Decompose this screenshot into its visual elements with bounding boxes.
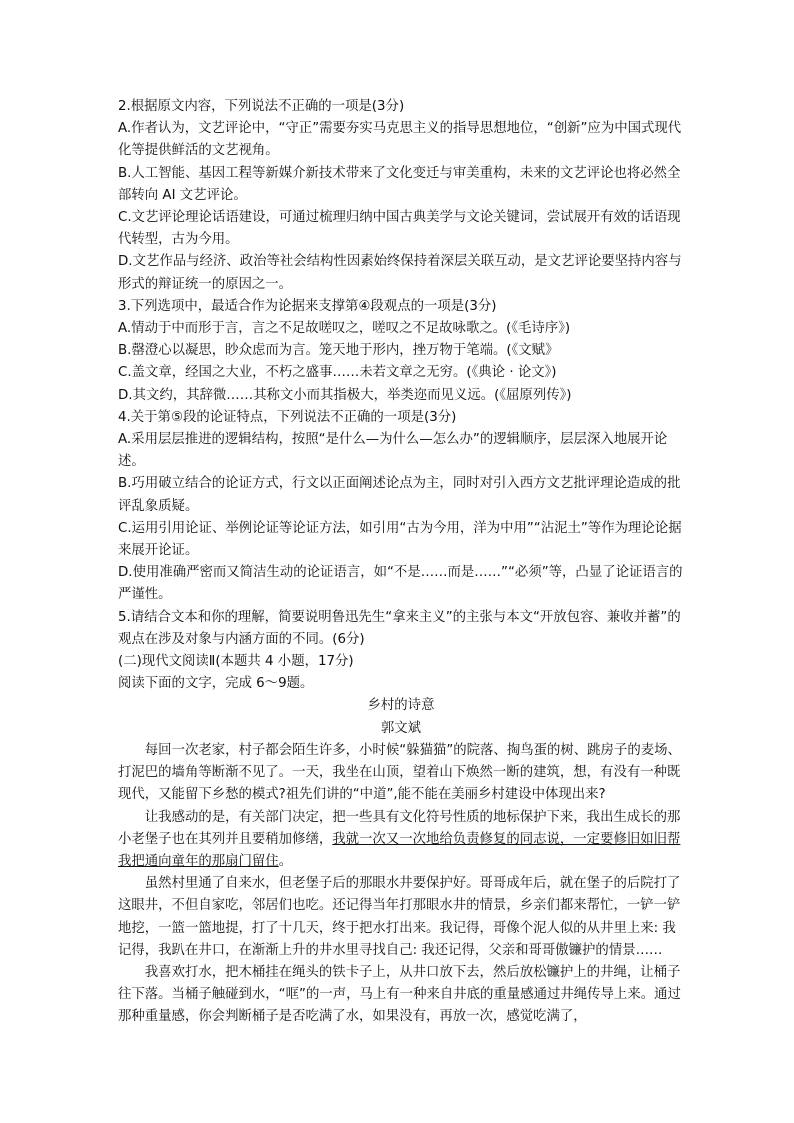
q2-option-a: A.作者认为，文艺评论中，“守正”需要夯实马克思主义的指导思想地位，“创新”应为中国式现代化等提供鲜活的文艺视角。 [118, 121, 682, 159]
paragraph-2-text: 让我感动的是，有关部门决定，把一些具有文化符号性质的地标保护下来，我出生成长的那小老堡子也在其列并且要稍加修缮， [118, 809, 681, 847]
q3-option-c: C.盖文章，经国之大业，不朽之盛事……未若文章之无穷。(《典论 · 论文》) [118, 365, 557, 381]
q3-option-d: D.其文约，其辞微……其称文小而其指极大，举类迩而见义远。(《屈原列传》) [118, 387, 572, 403]
q2-option-d: D.文艺作品与经济、政治等社会结构性因素始终保持着深层关联互动，是文艺评论要坚持内容与形式的辩证统一的原因之一。 [118, 254, 682, 292]
q3-option-b: B.罄澄心以凝思，眇众虑而为言。笼天地于形内，挫万物于笔端。(《文赋》 [118, 343, 559, 359]
q4-option-b: B.巧用破立结合的论证方式，行文以正面阐述论点为主，同时对引入西方文艺批评理论造成的批评乱象质疑。 [118, 476, 681, 514]
q5-stem: 5.请结合文本和你的理解，简要说明鲁迅先生“拿来主义”的主张与本文“开放包容、兼收并蓄”的观点在涉及对象与内涵方面的不同。(6分) [118, 609, 681, 647]
section-heading: (二)现代文阅读Ⅱ(本题共 4 小题，17分) [118, 654, 354, 670]
article-author: 郭文斌 [380, 720, 422, 736]
q4-stem: 4.关于第⑤段的论证特点，下列说法不正确的一项是(3分) [118, 409, 457, 425]
q2-stem: 2.根据原文内容，下列说法不正确的一项是(3分) [118, 99, 405, 114]
q4-option-d: D.使用准确严密而又简洁生动的论证语言，如“不是……而是……”“必须”等，凸显了论证语言的严谨性。 [118, 565, 683, 603]
q4-option-a: A.采用层层推进的逻辑结构，按照“是什么—为什么—怎么办”的逻辑顺序，层层深入地展开论述。 [118, 432, 668, 470]
article-paragraph-4: 我喜欢打水，把木桶挂在绳头的铁卡子上，从井口放下去，然后放松镰护上的井绳，让桶子往下落。当桶子触碰到水，“哐”的一声，马上有一种来自井底的重量感通过井绳传导上来。通过那种重量感，你会判断桶子是否吃满了水，如果没有，再放一次，感觉吃满了， [118, 964, 681, 1025]
underlined-sentence: 我就一次又一次地给负责修复的同志说，一定要修旧如旧帮我把通向童年的那扇门留住 [118, 831, 681, 869]
q2-option-b: B.人工智能、基因工程等新媒介新技术带来了文化变迁与审美重构，未来的文艺评论也将必然全部转向 AI 文艺评论。 [118, 165, 681, 203]
article-paragraph-3: 虽然村里通了自来水，但老堡子后的那眼水井要保护好。哥哥成年后，就在堡子的后院打了这眼井，不但自家吃，邻居们也吃。还记得当年打那眼水井的情景，乡亲们都来帮忙，一铲一铲地挖，一篮一篮地提，打了十几天，终于把水打出来。我记得，哥像个泥人似的从井里上来: 我记得，我趴在井口，在渐渐上升的井水里寻找自己: 我还记得，父亲和哥哥傲镰护的情景…… [118, 876, 681, 958]
q4-option-c: C.运用引用论证、举例论证等论证方法，如引用“古为今用，洋为中用”“沾泥土”等作为理论论据来展开论证。 [118, 520, 682, 559]
q2-option-c: C.文艺评论理论话语建设，可通过梳理归纳中国古典美学与文论关键词，尝试展开有效的话语现代转型，古为今用。 [118, 210, 681, 248]
q3-option-a: A.情动于中而形于言，言之不足故嗟叹之，嗟叹之不足故咏歌之。(《毛诗序》) [118, 321, 571, 337]
q3-stem: 3.下列选项中，最适合作为论据来支撑第④段观点的一项是(3分) [118, 298, 497, 314]
paragraph-2-end: 。 [278, 853, 293, 869]
section-instruction: 阅读下面的文字，完成 6～9题。 [118, 676, 314, 692]
article-title: 乡村的诗意 [367, 698, 435, 714]
exam-page [118, 96, 684, 1029]
article-paragraph-1: 每回一次老家，村子都会陌生许多，小时候“躲猫猫”的院落、掏鸟蛋的树、跳房子的麦场、打泥巴的墙角等断渐不见了。一天，我坐在山顶，望着山下焕然一断的建筑，想，有没有一种既现代，又能留下乡愁的模式?祖先们讲的“中道”,能不能在美丽乡村建设中体现出来? [118, 742, 681, 803]
article-paragraph-2 [118, 807, 684, 874]
